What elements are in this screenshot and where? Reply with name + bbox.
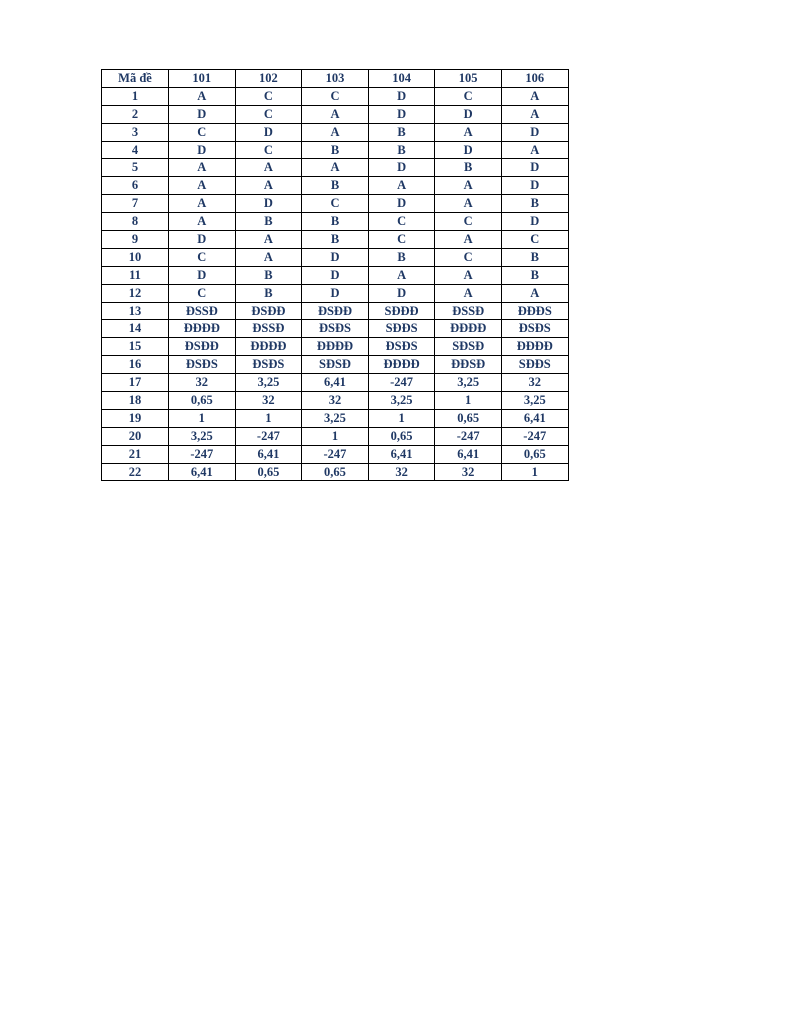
table-row: [102, 320, 569, 338]
answer-cell: 0,65: [235, 463, 302, 481]
question-number-cell: 12: [102, 284, 169, 302]
answer-cell: 1: [169, 409, 236, 427]
answer-cell: C: [501, 231, 568, 249]
answer-cell: A: [302, 123, 369, 141]
answer-cell: A: [368, 266, 435, 284]
table-row: [102, 356, 569, 374]
answer-cell: A: [235, 248, 302, 266]
question-number-cell: 7: [102, 195, 169, 213]
answer-cell: C: [435, 213, 502, 231]
answer-cell: D: [302, 248, 369, 266]
answer-cell: -247: [235, 427, 302, 445]
question-number-cell: 8: [102, 213, 169, 231]
answer-cell: D: [302, 284, 369, 302]
answer-cell: 6,41: [302, 374, 369, 392]
answer-cell: C: [302, 195, 369, 213]
table-row: [102, 141, 569, 159]
answer-cell: A: [169, 87, 236, 105]
answer-cell: D: [169, 266, 236, 284]
answer-cell: 32: [501, 374, 568, 392]
question-number-cell: 4: [102, 141, 169, 159]
answer-cell: B: [302, 231, 369, 249]
answer-cell: A: [169, 177, 236, 195]
answer-cell: D: [368, 195, 435, 213]
answer-cell: C: [169, 248, 236, 266]
answer-cell: D: [169, 231, 236, 249]
answer-cell: D: [235, 123, 302, 141]
table-row: [102, 302, 569, 320]
table-row: [102, 266, 569, 284]
answer-cell: A: [368, 177, 435, 195]
answer-cell: B: [235, 284, 302, 302]
answer-cell: SĐĐS: [501, 356, 568, 374]
table-row: [102, 427, 569, 445]
answer-cell: 1: [501, 463, 568, 481]
answer-cell: B: [501, 266, 568, 284]
answer-cell: A: [501, 105, 568, 123]
answer-cell: 3,25: [302, 409, 369, 427]
answer-cell: 32: [368, 463, 435, 481]
table-row: [102, 213, 569, 231]
answer-cell: SĐĐĐ: [368, 302, 435, 320]
question-number-cell: 6: [102, 177, 169, 195]
answer-cell: A: [169, 195, 236, 213]
question-number-cell: 17: [102, 374, 169, 392]
question-number-cell: 15: [102, 338, 169, 356]
question-number-cell: 20: [102, 427, 169, 445]
answer-cell: C: [235, 87, 302, 105]
answer-cell: A: [435, 177, 502, 195]
answer-cell: 1: [435, 392, 502, 410]
answer-cell: A: [169, 159, 236, 177]
table-row: [102, 248, 569, 266]
answer-cell: A: [435, 231, 502, 249]
answer-cell: ĐSĐS: [368, 338, 435, 356]
answer-cell: D: [501, 177, 568, 195]
answer-cell: D: [501, 159, 568, 177]
question-number-cell: 14: [102, 320, 169, 338]
answer-cell: ĐĐĐĐ: [368, 356, 435, 374]
header-cell-exam-code: 102: [235, 70, 302, 88]
table-row: [102, 445, 569, 463]
header-cell-exam-code: 105: [435, 70, 502, 88]
question-number-cell: 9: [102, 231, 169, 249]
answer-cell: A: [435, 123, 502, 141]
table-row: [102, 284, 569, 302]
answer-cell: C: [435, 248, 502, 266]
question-number-cell: 10: [102, 248, 169, 266]
answer-cell: C: [368, 231, 435, 249]
answer-cell: D: [368, 105, 435, 123]
answer-cell: ĐSSĐ: [235, 320, 302, 338]
answer-cell: ĐSĐS: [235, 356, 302, 374]
header-row: [102, 70, 569, 88]
table-row: [102, 159, 569, 177]
answer-cell: A: [501, 141, 568, 159]
answer-cell: 6,41: [368, 445, 435, 463]
answer-cell: -247: [435, 427, 502, 445]
answer-cell: B: [235, 213, 302, 231]
question-number-cell: 13: [102, 302, 169, 320]
answer-cell: ĐĐĐĐ: [235, 338, 302, 356]
answer-cell: D: [435, 141, 502, 159]
answer-cell: 32: [435, 463, 502, 481]
answer-cell: A: [501, 284, 568, 302]
answer-cell: B: [302, 141, 369, 159]
answer-cell: 6,41: [169, 463, 236, 481]
table-row: [102, 463, 569, 481]
answer-cell: C: [235, 105, 302, 123]
question-number-cell: 22: [102, 463, 169, 481]
table-row: [102, 195, 569, 213]
answer-cell: 0,65: [501, 445, 568, 463]
answer-cell: A: [169, 213, 236, 231]
question-number-cell: 16: [102, 356, 169, 374]
answer-cell: B: [501, 248, 568, 266]
answer-cell: D: [235, 195, 302, 213]
table-row: [102, 87, 569, 105]
header-cell-exam-code: 106: [501, 70, 568, 88]
answer-cell: -247: [302, 445, 369, 463]
answer-cell: SĐSĐ: [435, 338, 502, 356]
answer-cell: A: [235, 159, 302, 177]
answer-cell: 6,41: [501, 409, 568, 427]
answer-cell: 32: [169, 374, 236, 392]
answer-cell: 3,25: [501, 392, 568, 410]
answer-cell: 6,41: [435, 445, 502, 463]
answer-cell: ĐĐĐĐ: [302, 338, 369, 356]
answer-cell: C: [368, 213, 435, 231]
answer-cell: 3,25: [368, 392, 435, 410]
answer-cell: B: [235, 266, 302, 284]
answer-cell: A: [235, 231, 302, 249]
answer-cell: A: [235, 177, 302, 195]
table-row: [102, 374, 569, 392]
answer-cell: ĐSSĐ: [169, 302, 236, 320]
table-row: [102, 409, 569, 427]
answer-cell: 3,25: [169, 427, 236, 445]
answer-cell: B: [501, 195, 568, 213]
answer-cell: ĐĐĐS: [501, 302, 568, 320]
answer-cell: D: [501, 123, 568, 141]
answer-cell: ĐĐĐĐ: [169, 320, 236, 338]
answer-cell: C: [169, 123, 236, 141]
answer-cell: D: [501, 213, 568, 231]
answer-cell: -247: [368, 374, 435, 392]
table-row: [102, 123, 569, 141]
question-number-cell: 3: [102, 123, 169, 141]
answer-cell: C: [235, 141, 302, 159]
table-row: [102, 177, 569, 195]
answer-cell: ĐĐĐĐ: [501, 338, 568, 356]
answer-cell: C: [302, 87, 369, 105]
header-cell-exam-code: 103: [302, 70, 369, 88]
answer-cell: A: [501, 87, 568, 105]
answer-cell: 1: [235, 409, 302, 427]
answer-cell: A: [302, 105, 369, 123]
answer-cell: D: [368, 159, 435, 177]
header-cell-exam-code: 104: [368, 70, 435, 88]
answer-cell: SĐSĐ: [302, 356, 369, 374]
header-cell-exam-code: 101: [169, 70, 236, 88]
answer-cell: 32: [302, 392, 369, 410]
answer-cell: 0,65: [169, 392, 236, 410]
table-row: [102, 105, 569, 123]
answer-cell: A: [302, 159, 369, 177]
answer-cell: B: [368, 248, 435, 266]
answer-cell: B: [368, 123, 435, 141]
answer-cell: D: [169, 141, 236, 159]
answer-cell: C: [169, 284, 236, 302]
answer-cell: B: [368, 141, 435, 159]
table-row: [102, 392, 569, 410]
answer-cell: B: [435, 159, 502, 177]
answer-cell: 1: [368, 409, 435, 427]
answer-cell: 32: [235, 392, 302, 410]
answer-cell: B: [302, 177, 369, 195]
answer-cell: D: [435, 105, 502, 123]
answer-cell: ĐSĐS: [501, 320, 568, 338]
header-cell-exam-code-label: Mã đề: [102, 70, 169, 88]
answer-key-table: [101, 69, 569, 481]
answer-cell: ĐSĐĐ: [235, 302, 302, 320]
table-row: [102, 231, 569, 249]
answer-cell: -247: [169, 445, 236, 463]
answer-cell: A: [435, 266, 502, 284]
answer-cell: 6,41: [235, 445, 302, 463]
answer-cell: 3,25: [435, 374, 502, 392]
answer-cell: 0,65: [302, 463, 369, 481]
answer-cell: C: [435, 87, 502, 105]
answer-cell: D: [368, 87, 435, 105]
question-number-cell: 1: [102, 87, 169, 105]
table-row: [102, 338, 569, 356]
answer-key-table-body: [102, 70, 569, 481]
question-number-cell: 18: [102, 392, 169, 410]
answer-cell: ĐĐĐĐ: [435, 320, 502, 338]
question-number-cell: 19: [102, 409, 169, 427]
answer-cell: ĐSSĐ: [435, 302, 502, 320]
answer-cell: D: [368, 284, 435, 302]
answer-cell: 3,25: [235, 374, 302, 392]
answer-cell: ĐSĐĐ: [169, 338, 236, 356]
answer-cell: 0,65: [368, 427, 435, 445]
answer-cell: D: [169, 105, 236, 123]
answer-cell: A: [435, 195, 502, 213]
answer-cell: 1: [302, 427, 369, 445]
answer-cell: 0,65: [435, 409, 502, 427]
answer-cell: A: [435, 284, 502, 302]
question-number-cell: 5: [102, 159, 169, 177]
answer-cell: B: [302, 213, 369, 231]
answer-cell: SĐĐS: [368, 320, 435, 338]
answer-cell: ĐSĐS: [302, 320, 369, 338]
answer-cell: ĐSĐS: [169, 356, 236, 374]
question-number-cell: 2: [102, 105, 169, 123]
answer-cell: -247: [501, 427, 568, 445]
question-number-cell: 21: [102, 445, 169, 463]
answer-cell: ĐĐSĐ: [435, 356, 502, 374]
answer-cell: D: [302, 266, 369, 284]
answer-cell: ĐSĐĐ: [302, 302, 369, 320]
question-number-cell: 11: [102, 266, 169, 284]
